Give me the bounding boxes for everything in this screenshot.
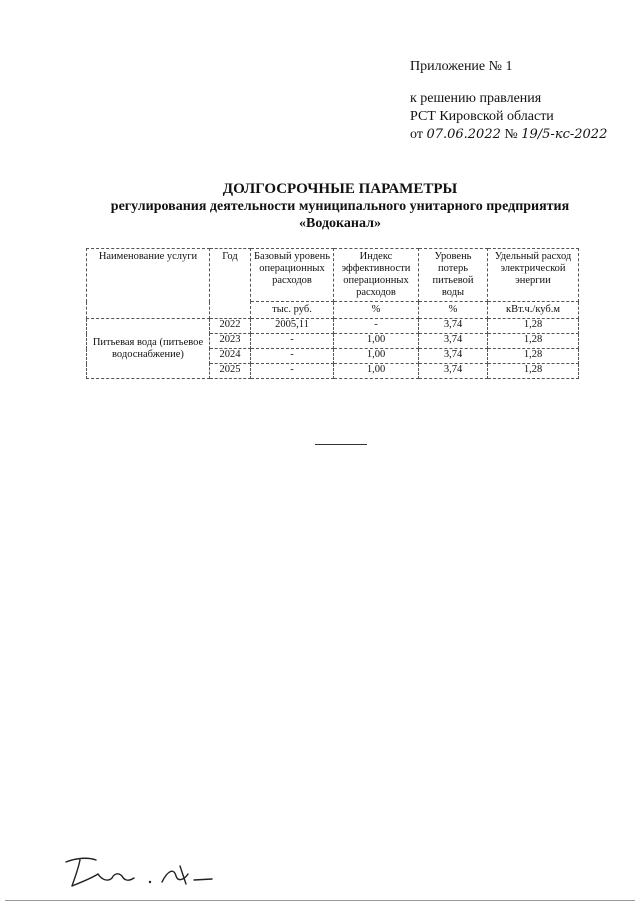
energy-cell: 1,28 [488,334,579,349]
title-line-3: «Водоканал» [299,216,381,231]
organization-line: РСТ Кировской области [410,109,554,124]
document-title [60,180,620,232]
end-separator [315,444,367,445]
efficiency-index-cell: - [334,319,419,334]
base-level-cell: 2005,11 [251,319,334,334]
decision-line: к решению правления [410,91,542,106]
year-cell: 2025 [210,364,251,379]
energy-cell: 1,28 [488,319,579,334]
water-loss-cell: 3,74 [419,364,488,379]
bottom-rule [5,900,635,901]
header-year: Год [210,249,251,319]
title-line-1: ДОЛГОСРОЧНЫЕ ПАРАМЕТРЫ [222,181,458,197]
energy-cell: 1,28 [488,349,579,364]
header-service: Наименование услуги [87,249,210,319]
header-water-loss: Уровень потерь питьевой воды [419,249,488,302]
efficiency-index-cell: 1,00 [334,364,419,379]
water-loss-cell: 3,74 [419,334,488,349]
unit-efficiency-index: % [334,302,419,319]
table-row [87,319,579,334]
from-prefix: от [410,127,423,142]
water-loss-cell: 3,74 [419,349,488,364]
unit-water-loss: % [419,302,488,319]
efficiency-index-cell: 1,00 [334,334,419,349]
parameters-table [86,248,579,379]
service-name-cell: Питьевая вода (питьевое водоснабжение) [87,319,210,379]
header-energy: Удельный расход электрической энергии [488,249,579,302]
decision-number: 19/5-кс-2022 [521,127,608,142]
header-base-level: Базовый уровень операционных расходов [251,249,334,302]
title-line-2: регулирования деятельности муниципального унитарного предприятия [110,199,570,214]
handwritten-signature [62,852,232,892]
attachment-block [410,58,607,144]
base-level-cell: - [251,364,334,379]
water-loss-cell: 3,74 [419,319,488,334]
unit-base-level: тыс. руб. [251,302,334,319]
base-level-cell: - [251,334,334,349]
attachment-label: Приложение № 1 [410,59,513,74]
table-header-row [87,249,579,302]
base-level-cell: - [251,349,334,364]
decision-date: 07.06.2022 [426,127,501,142]
header-efficiency-index: Индекс эффективности операционных расходов [334,249,419,302]
efficiency-index-cell: 1,00 [334,349,419,364]
unit-energy: кВт.ч./куб.м [488,302,579,319]
year-cell: 2024 [210,349,251,364]
year-cell: 2022 [210,319,251,334]
number-prefix: № [504,127,518,142]
energy-cell: 1,28 [488,364,579,379]
date-number-line [410,126,607,144]
year-cell: 2023 [210,334,251,349]
